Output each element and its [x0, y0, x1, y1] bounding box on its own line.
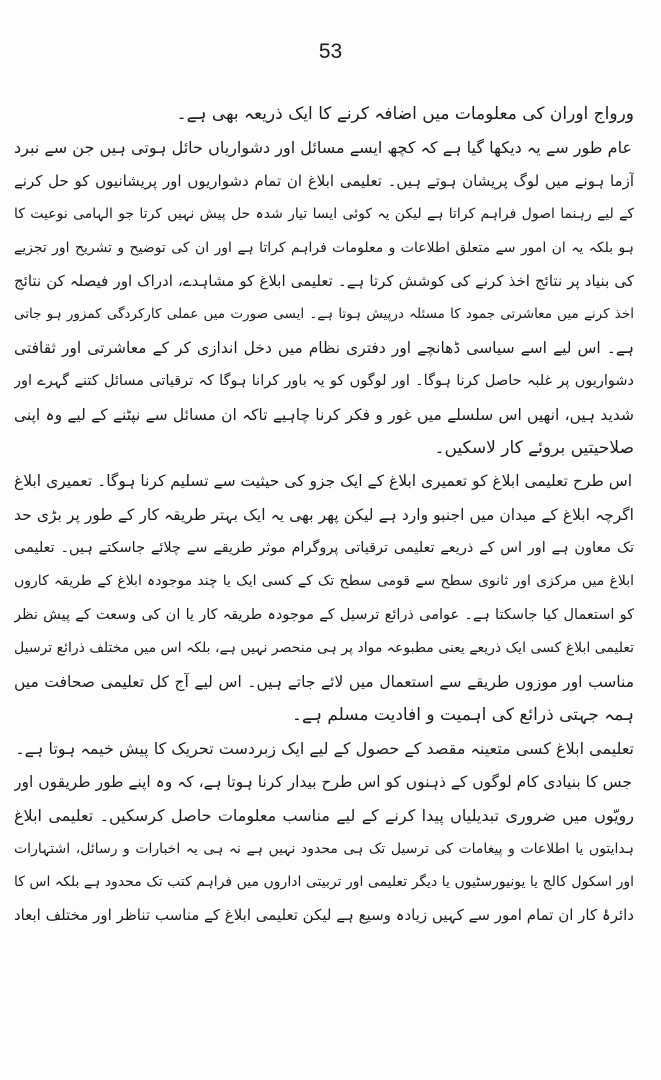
text-line: ہے۔ اس لیے اسے سیاسی ڈھانچے اور دفتری نظام میں دخل اندازی کر کے معاشرتی اور ثقافتی — [14, 338, 634, 357]
text-line: تعلیمی ابلاغ کسی متعینہ مقصد کے حصول کے لیے ایک زبردست تحریک کا پیش خیمہ ہوتا ہے۔ — [15, 739, 634, 759]
text-line: شدید ہیں، انھیں اس سلسلے میں غور و فکر کرنا چاہیے تاکہ ان مسائل سے نپٹنے کے لیے وہ اپنی — [14, 405, 634, 424]
text-line: تک معاون ہے اور اس کے ذریعے تعلیمی ترقیاتی پروگرام موثر طریقے سے چلائے جاسکتے ہیں۔ تعلیمی — [14, 540, 634, 557]
text-line: اور اسکول کالج یا یونیورسٹیوں یا دیگر تعلیمی اور تربیتی اداروں میں فراہم کتب تک محدود ہے بلکہ اس کا — [14, 873, 634, 890]
text-line: اس طرح تعلیمی ابلاغ کو تعمیری ابلاغ کے ایک جزو کی حیثیت سے تسلیم کرنا ہوگا۔ تعمیری ابلاغ — [14, 472, 632, 491]
text-line: جس کا بنیادی کام لوگوں کے ذہنوں کو اس طرح بیدار کرنا ہوتا ہے، کہ وہ اپنے طور طریقوں اور — [14, 772, 632, 791]
text-line: کی بنیاد پر نتائج اخذ کرنے کی کوشش کرتا ہے۔ تعلیمی ابلاغ کو مشاہدے، ادراک اور فیصلہ کن نتائج — [14, 271, 634, 290]
text-line: اگرچہ ابلاغ کے میدان میں اجنبو وارد ہے لیکن پھر بھی یہ ایک بہتر طریقہ کار کے طور پر بڑی حد — [14, 505, 634, 524]
text-line: کو استعمال کیا جاسکتا ہے۔ عوامی ذرائع ترسیل کے موجودہ طریقہ کار یا ان کی وسعت کے پیش نظر — [14, 606, 634, 623]
text-line: اخذ کرنے میں معاشرتی جمود کا مسئلہ درپیش ہوتا ہے۔ ایسی صورت میں عملی کارکردگی کمزور ہو جاتی — [14, 306, 634, 323]
text-line: عام طور سے یہ دیکھا گیا ہے کہ کچھ ایسے مسائل اور دشواریاں حائل ہوتی ہیں جن سے نبرد — [14, 138, 632, 158]
text-line: مناسب اور موزوں طریقے سے استعمال میں لائے جاتے ہیں۔ اس لیے آج کل تعلیمی صحافت میں — [14, 672, 634, 691]
body-text — [14, 98, 634, 933]
text-line: دشواریوں پر غلبہ حاصل کرنا ہوگا۔ اور لوگوں کو یہ باور کرانا ہوگا کہ ترقیاتی مسائل کتنے گہرے اور — [14, 373, 634, 390]
text-line: آزما ہونے میں لوگ پریشان ہوتے ہیں۔ تعلیمی ابلاغ ان تمام دشواریوں اور پریشانیوں کو حل کرنے — [14, 171, 634, 190]
text-line: ورواج اوران کی معلومات میں اضافہ کرنے کا ایک ذریعہ بھی ہے۔ — [176, 104, 634, 124]
text-line: ہو بلکہ یہ ان امور سے متعلق اطلاعات و معلومات فراہم کراتا ہے اور ان کی توضیح و تشریح اور تجزیے — [14, 239, 634, 256]
text-line: رویّوں میں ضروری تبدیلیاں پیدا کرنے کے لیے مناسب معلومات حاصل کرسکیں۔ تعلیمی ابلاغ — [14, 806, 634, 826]
text-line: صلاحیتیں بروئے کار لاسکیں۔ — [434, 437, 634, 458]
text-line: ابلاغ میں مرکزی اور ثانوی سطح سے قومی سطح تک کے کسی ایک یا چند موجودہ ابلاغ کے طریقہ کاروں — [14, 573, 634, 590]
text-line: کے لیے رہنما اصول فراہم کراتا ہے لیکن یہ کوئی ایسا تیار شدہ حل پیش نہیں کرتا جو الہامی نوعیت کا — [14, 206, 634, 223]
page-number: 53 — [318, 40, 343, 63]
text-line: ہدایتوں یا اطلاعات و پیغامات کی ترسیل تک ہی محدود نہیں ہے نہ ہی یہ اخبارات و رسائل، اشتہارات — [14, 840, 634, 857]
text-line: تعلیمی ابلاغ کسی ایک ذریعے یعنی مطبوعہ مواد پر ہی منحصر نہیں ہے، بلکہ اس میں مختلف ذرائع ترسیل — [14, 640, 634, 657]
text-line: ہمہ جہتی ذرائع کی اہمیت و افادیت مسلم ہے۔ — [292, 705, 634, 726]
text-line: دائرۂ کار ان تمام امور سے کہیں زیادہ وسیع ہے لیکن تعلیمی ابلاغ کے مناسب تناظر اور مختلف ابعاد — [14, 906, 634, 925]
